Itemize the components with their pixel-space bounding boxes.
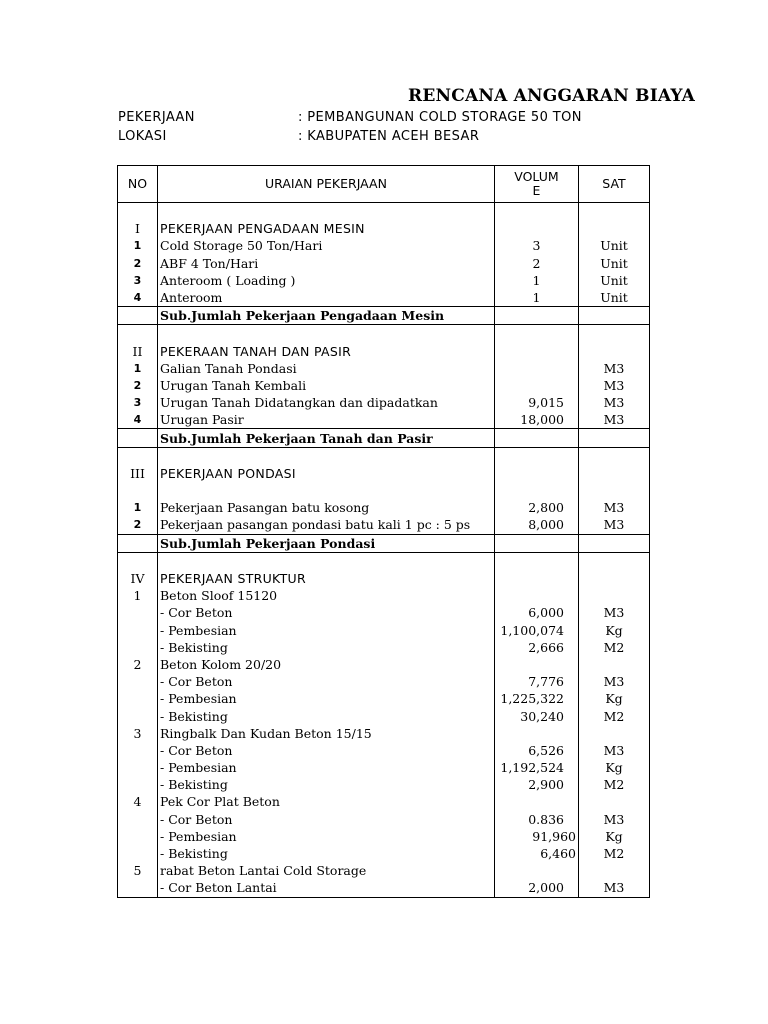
row-no: 3 [118,272,158,289]
header-volume [495,166,579,203]
meta-pekerjaan [118,110,582,125]
row-volume: 9,015 [495,394,579,411]
row-volume [495,343,579,360]
row-volume: 1 [495,289,579,307]
row-uraian: Sub.Jumlah Pekerjaan Pondasi [158,534,495,552]
row-volume [495,360,579,377]
table-row [118,429,650,447]
table-row [118,307,650,325]
row-sat [579,534,650,552]
row-uraian [158,552,495,570]
row-no [118,639,158,656]
row-sat: M3 [579,499,650,516]
table-row [118,272,650,289]
row-uraian: Pek Cor Plat Beton [158,793,495,810]
table-row [118,587,650,604]
row-uraian: - Cor Beton Lantai [158,879,495,897]
row-volume: 2 [495,255,579,272]
row-uraian: Cold Storage 50 Ton/Hari [158,237,495,254]
table-row [118,742,650,759]
table-row [118,499,650,516]
row-sat: M2 [579,776,650,793]
table-row [118,552,650,570]
header-volume-line1: VOLUM [514,169,559,184]
table-row [118,289,650,307]
table-row [118,862,650,879]
row-volume: 1 [495,272,579,289]
row-uraian: Urugan Tanah Kembali [158,377,495,394]
row-uraian: Anteroom ( Loading ) [158,272,495,289]
row-sat: M3 [579,604,650,621]
row-no [118,429,158,447]
row-volume: 2,900 [495,776,579,793]
row-volume [495,203,579,221]
row-uraian: - Pembesian [158,622,495,639]
row-no: II [118,343,158,360]
row-no [118,742,158,759]
header-no: NO [118,166,158,203]
row-sat [579,325,650,343]
table-row [118,343,650,360]
row-no [118,203,158,221]
row-no [118,307,158,325]
row-uraian: PEKERJAAN PENGADAAN MESIN [158,220,495,237]
row-uraian [158,482,495,499]
row-volume: 18,000 [495,411,579,429]
row-sat [579,482,650,499]
table-row [118,394,650,411]
row-sat: M3 [579,742,650,759]
row-sat [579,862,650,879]
row-no [118,447,158,465]
row-uraian: - Bekisting [158,776,495,793]
row-sat: Unit [579,237,650,254]
row-sat [579,587,650,604]
table-row [118,811,650,828]
row-sat: M3 [579,673,650,690]
row-uraian: ABF 4 Ton/Hari [158,255,495,272]
row-sat [579,447,650,465]
table-row [118,516,650,534]
row-no: 1 [118,360,158,377]
table-row [118,656,650,673]
row-volume: 1,100,074 [495,622,579,639]
row-uraian: Sub.Jumlah Pekerjaan Tanah dan Pasir [158,429,495,447]
row-sat [579,552,650,570]
table-row [118,534,650,552]
row-uraian: - Cor Beton [158,673,495,690]
table-row [118,879,650,897]
row-no [118,534,158,552]
row-volume [495,862,579,879]
table-row [118,673,650,690]
row-volume: 6,000 [495,604,579,621]
row-uraian [158,447,495,465]
row-uraian: Galian Tanah Pondasi [158,360,495,377]
table-row [118,447,650,465]
row-sat [579,570,650,587]
row-sat [579,429,650,447]
row-sat: M2 [579,707,650,724]
row-volume: 1,192,524 [495,759,579,776]
row-volume [495,587,579,604]
table-row [118,690,650,707]
row-sat [579,725,650,742]
row-volume: 30,240 [495,707,579,724]
row-volume: 0.836 [495,811,579,828]
row-volume [495,465,579,482]
row-no: 4 [118,411,158,429]
table-row [118,325,650,343]
row-sat: M3 [579,411,650,429]
row-no [118,690,158,707]
row-volume: 91,960 [495,828,579,845]
table-row [118,725,650,742]
row-sat: Kg [579,828,650,845]
row-uraian: - Cor Beton [158,742,495,759]
row-sat: Kg [579,690,650,707]
table-row [118,203,650,221]
row-no [118,828,158,845]
row-no [118,325,158,343]
table-row [118,465,650,482]
row-uraian: - Bekisting [158,639,495,656]
row-volume: 6,460 [495,845,579,862]
table-row [118,482,650,499]
header-sat: SAT [579,166,650,203]
row-no: 2 [118,377,158,394]
meta-value: : PEMBANGUNAN COLD STORAGE 50 TON [298,110,582,125]
row-uraian: - Pembesian [158,828,495,845]
row-sat: Unit [579,255,650,272]
row-uraian: Urugan Pasir [158,411,495,429]
row-volume [495,429,579,447]
row-sat [579,307,650,325]
row-uraian: - Cor Beton [158,811,495,828]
row-uraian: PEKERJAAN PONDASI [158,465,495,482]
row-volume [495,482,579,499]
row-no [118,604,158,621]
row-sat: M3 [579,879,650,897]
row-sat: M3 [579,811,650,828]
row-sat [579,220,650,237]
row-volume [495,534,579,552]
table-row [118,570,650,587]
table-row [118,255,650,272]
row-volume: 2,666 [495,639,579,656]
row-sat: M3 [579,360,650,377]
row-sat: Kg [579,622,650,639]
row-uraian: - Pembesian [158,759,495,776]
row-sat [579,793,650,810]
row-volume: 1,225,322 [495,690,579,707]
row-uraian: Sub.Jumlah Pekerjaan Pengadaan Mesin [158,307,495,325]
row-no: 1 [118,499,158,516]
table-row [118,604,650,621]
meta-label: PEKERJAAN [118,110,195,125]
row-no: 1 [118,587,158,604]
row-no [118,552,158,570]
table-row [118,793,650,810]
row-no: III [118,465,158,482]
meta-value: : KABUPATEN ACEH BESAR [298,129,480,144]
row-volume: 7,776 [495,673,579,690]
rab-table [117,165,650,898]
row-sat: Unit [579,272,650,289]
row-volume [495,552,579,570]
row-no: I [118,220,158,237]
row-sat [579,465,650,482]
row-uraian: Pekerjaan Pasangan batu kosong [158,499,495,516]
row-volume [495,447,579,465]
row-sat: M3 [579,377,650,394]
table-row [118,411,650,429]
row-no: 2 [118,656,158,673]
row-no [118,811,158,828]
row-volume [495,377,579,394]
row-no [118,776,158,793]
row-no [118,845,158,862]
row-volume: 8,000 [495,516,579,534]
row-sat: M2 [579,639,650,656]
row-uraian: - Pembesian [158,690,495,707]
row-sat: M3 [579,516,650,534]
table-row [118,360,650,377]
row-uraian: - Bekisting [158,707,495,724]
row-uraian: Ringbalk Dan Kudan Beton 15/15 [158,725,495,742]
table-row [118,220,650,237]
table-row [118,759,650,776]
row-no: 4 [118,289,158,307]
row-no [118,622,158,639]
row-no: 2 [118,255,158,272]
row-sat: M3 [579,394,650,411]
row-volume [495,325,579,343]
row-volume [495,570,579,587]
row-no: 3 [118,394,158,411]
row-uraian: PEKERJAAN STRUKTUR [158,570,495,587]
row-sat: M2 [579,845,650,862]
row-uraian: Anteroom [158,289,495,307]
row-uraian: - Bekisting [158,845,495,862]
row-volume: 6,526 [495,742,579,759]
row-sat [579,656,650,673]
row-sat: Unit [579,289,650,307]
row-volume [495,656,579,673]
document-title: RENCANA ANGGARAN BIAYA [408,86,696,106]
table-row [118,845,650,862]
row-no: 3 [118,725,158,742]
table-row [118,776,650,793]
table-row [118,707,650,724]
row-uraian: Pekerjaan pasangan pondasi batu kali 1 pc : 5 ps [158,516,495,534]
meta-lokasi [118,129,479,144]
row-volume: 2,800 [495,499,579,516]
row-volume [495,220,579,237]
row-sat [579,203,650,221]
table-row [118,237,650,254]
table-header [118,166,650,203]
row-no: 1 [118,237,158,254]
header-volume-line2: E [532,183,541,198]
meta-label: LOKASI [118,129,167,144]
row-uraian: Beton Kolom 20/20 [158,656,495,673]
row-no [118,759,158,776]
row-volume: 3 [495,237,579,254]
row-no [118,879,158,897]
row-uraian: - Cor Beton [158,604,495,621]
row-no: 4 [118,793,158,810]
row-uraian [158,203,495,221]
row-volume [495,793,579,810]
row-volume: 2,000 [495,879,579,897]
row-no: IV [118,570,158,587]
header-uraian: URAIAN PEKERJAAN [158,166,495,203]
row-uraian: PEKERAAN TANAH DAN PASIR [158,343,495,360]
row-uraian: Urugan Tanah Didatangkan dan dipadatkan [158,394,495,411]
row-volume [495,307,579,325]
table-row [118,639,650,656]
row-no [118,707,158,724]
row-volume [495,725,579,742]
table-row [118,622,650,639]
row-no: 5 [118,862,158,879]
row-sat: Kg [579,759,650,776]
table-row [118,828,650,845]
row-uraian [158,325,495,343]
row-no [118,482,158,499]
row-uraian: Beton Sloof 15120 [158,587,495,604]
table-row [118,377,650,394]
row-sat [579,343,650,360]
row-no: 2 [118,516,158,534]
row-uraian: rabat Beton Lantai Cold Storage [158,862,495,879]
row-no [118,673,158,690]
